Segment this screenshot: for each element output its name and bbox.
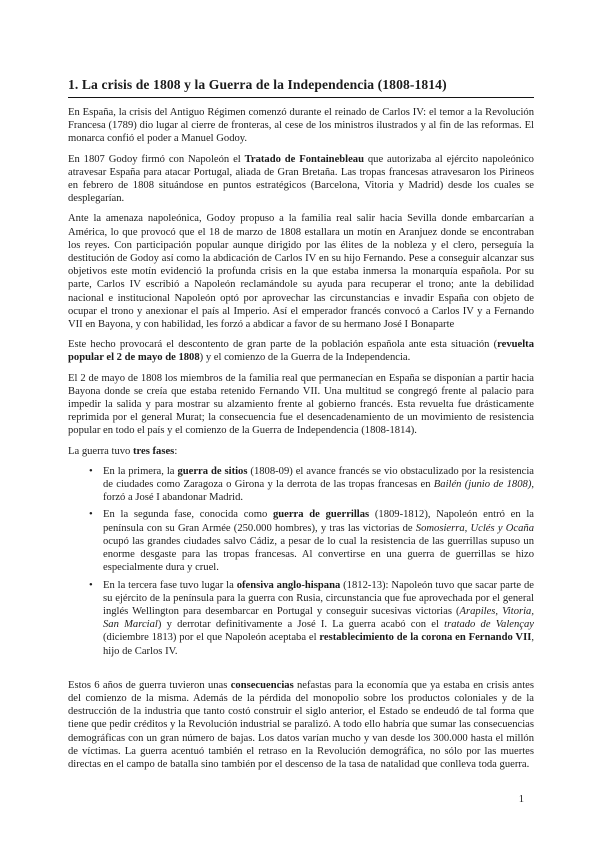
text-segment: , forzó a José I abandonar Madrid. <box>103 479 534 504</box>
text-segment: tres fases <box>133 445 175 457</box>
text-segment: En la primera, la <box>103 465 178 477</box>
bullet-text <box>103 508 534 574</box>
text-segment: La guerra tuvo <box>68 445 134 457</box>
text-segment: (1812-13): Napoleón tuvo que sacar parte de su ejército de la península para la guerra con Rusia, circunstancia que fue aprovechada por el general inglés Wellington para desembarcar en Portugal y conseguir sucesivas victorias ( <box>103 579 534 617</box>
text-segment: En 1807 Godoy firmó con Napoleón el <box>68 153 245 165</box>
text-segment: Bailén (junio de 1808) <box>433 479 532 491</box>
bullet-item <box>68 508 534 574</box>
text-segment: ocupó las grandes ciudades salvo Cádiz, a pesar de lo cual la resistencia de las guerrillas supuso un enorme desgaste para las tropas francesas. Al convertirse en una guerra de guerrillas se hizo especialmente dura y cruel. <box>103 535 534 574</box>
text-segment: ) y el comienzo de la Guerra de la Independencia. <box>199 352 411 364</box>
paragraph <box>68 106 534 146</box>
text-segment: En la tercera fase tuvo lugar la <box>103 579 237 591</box>
text-segment: Arapiles, Vitoria, San Marcial <box>103 605 535 631</box>
text-segment: tratado de Valençay <box>444 619 535 631</box>
paragraph <box>68 153 534 206</box>
document-body <box>68 106 534 771</box>
paragraph <box>68 445 534 458</box>
paragraph <box>68 338 534 364</box>
text-segment: guerra de sitios <box>177 465 248 477</box>
text-segment: , hijo de Carlos IV. <box>103 632 534 657</box>
bullet-text <box>103 465 534 505</box>
bullet-icon: • <box>89 509 93 521</box>
text-segment: Somosierra, Uclés y Ocaña <box>415 522 534 534</box>
page-number: 1 <box>518 794 524 805</box>
text-segment: Este hecho provocará el descontento de gran parte de la población española ante esta situación ( <box>68 339 498 351</box>
text-segment: Ante la amenaza napoleónica, Godoy propuso a la familia real salir hacia Sevilla donde embarcarían a América, lo que provocó que el 18 de marzo de 1808 estallara un motín en Aranjuez donde se encontraban los reyes. Con participación popular aunque dirigido por las élites de la nobleza y el clero, perseguía la destitución de Godoy así como la abdicación de Carlos IV en su hijo Fernando. Pese a conseguir alcanzar sus objetivos este motín evidenció la profunda crisis en la que estaba inmersa la monarquía española. Por su parte, Carlos IV escribió a Napoleón reclamándole su ayuda para recuperar el trono; ante la debilidad nacional e institucional Napoleón optó por aprovechar las circunstancias e invadir España con objeto de ocupar el trono y anexionar el país al Imperio. Así el emperador francés convocó a Carlos IV y a Fernando VII en Bayona, y con habilidad, les forzó a abdicar a favor de su hermano José I Bonaparte <box>68 213 534 331</box>
bullet-icon: • <box>89 465 93 477</box>
paragraph <box>68 212 534 331</box>
text-segment: ofensiva anglo-hispana <box>236 579 341 591</box>
bullet-icon: • <box>89 579 93 591</box>
bullet-text <box>103 579 534 658</box>
text-segment: ) y derrotar definitivamente a José I. La guerra acabó con el <box>157 619 445 631</box>
paragraph <box>68 679 534 771</box>
document-title: 1. La crisis de 1808 y la Guerra de la Independencia (1808-1814) <box>68 77 534 98</box>
text-segment: restablecimiento de la corona en Fernando VII <box>319 632 532 644</box>
text-segment: En la segunda fase, conocida como <box>103 509 273 521</box>
text-segment: Tratado de Fontainebleau <box>244 153 364 165</box>
text-segment: nefastas para la economía que ya estaba en crisis antes del comienzo de la misma. Además de la pérdida del monopolio sobre los productos coloniales y de la destrucción de la industria que tanto costó construir el siglo anterior, el Estado se endeudó de tal forma que tiene que pedir créditos y la Revolución industrial se paralizó. A todo ello habría que sumar las consecuencias demográficas con un gran número de bajas. Los datos varían mucho y van desde los 300.000 hasta el millón de víctimas. La guerra acentuó también el retraso en la Revolución demográfica, no sólo por las muertes directas en el campo de batalla sino también por el descenso de la tasa de natalidad que conlleva toda guerra. <box>68 679 534 770</box>
text-segment: El 2 de mayo de 1808 los miembros de la familia real que permanecían en España se disponían a partir hacia Bayona donde se creía que estaba retenido Fernando VII. Una multitud se congregó frente al palacio para impedir la salida y para mostrar su alzamiento frente al gobierno francés. Esta revuelta fue drásticamente reprimida por el general Murat; la consecuencia fue el desencadenamiento de un movimiento de resistencia popular en todo el país y el comienzo de la Guerra de Independencia (1808-1814). <box>68 372 534 437</box>
text-segment: (1808-09) el avance francés se vio obstaculizado por la resistencia de ciudades como Zaragoza o Girona y la derrota de las tropas francesas en <box>103 465 534 491</box>
text-segment: Estos 6 años de guerra tuvieron unas <box>68 679 231 691</box>
bullet-item <box>68 579 534 658</box>
text-segment: que autorizaba al ejército napoleónico atravesar España para atacar Portugal, aliada de Gran Bretaña. Las tropas francesas atravesaron los Pirineos en febrero de 1808 situándose en puntos estratégicos (Barcelona, Vitoria y Madrid) desde los cuales se desplegarían. <box>68 153 534 205</box>
text-segment: En España, la crisis del Antiguo Régimen comenzó durante el reinado de Carlos IV: el temor a la Revolución Francesa (1789) dio lugar al cierre de fronteras, al cese de los ministros ilustrados y al fin de las reformas. El monarca confió el poder a Manuel Godoy. <box>68 107 534 145</box>
bullet-item <box>68 465 534 505</box>
text-segment: guerra de guerrillas <box>272 509 370 521</box>
text-segment: (1809-1812), Napoleón entró en la península con su Gran Armée (250.000 hombres), y tras las victorias de <box>103 509 534 534</box>
text-segment: revuelta popular el 2 de mayo de 1808 <box>68 339 534 364</box>
text-segment: consecuencias <box>230 679 294 691</box>
paragraph <box>68 372 534 438</box>
text-segment: : <box>174 445 178 457</box>
text-segment: (diciembre 1813) por el que Napoleón aceptaba el <box>103 632 320 644</box>
